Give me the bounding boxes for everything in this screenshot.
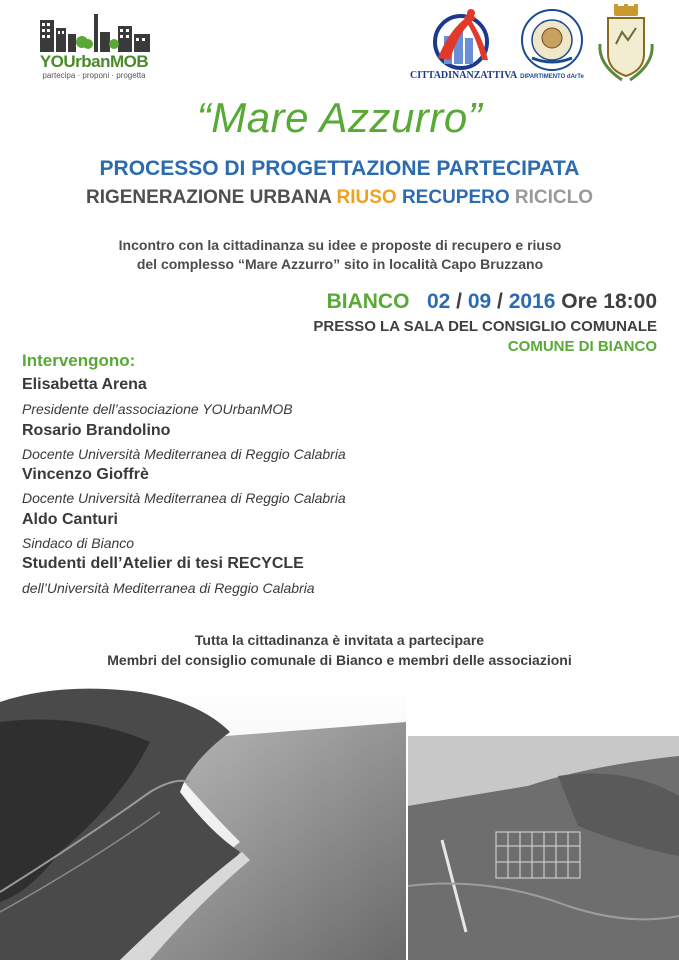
speaker-name: Elisabetta Arena: [22, 376, 147, 393]
speaker-role: dell’Università Mediterranea di Reggio Calabria: [22, 580, 315, 596]
site-photo: [408, 736, 679, 960]
cittadinanzattiva-name: CITTADINANZATTIVA: [410, 70, 518, 81]
cittadinanzattiva-emblem-icon: [410, 8, 512, 70]
subtitle: PROCESSO DI PROGETTAZIONE PARTECIPATA: [99, 157, 580, 180]
page-title: “Mare Azzurro”: [196, 94, 483, 141]
intro-line-1: Incontro con la cittadinanza su idee e proposte di recupero e riuso: [118, 237, 562, 253]
intro-line-2: del complesso “Mare Azzurro” sito in località Capo Bruzzano: [136, 256, 544, 272]
closing-line-2: Membri del consiglio comunale di Bianco e membri delle associazioni: [107, 652, 572, 668]
event-place: BIANCO: [326, 290, 410, 313]
tagline-recupero: RECUPERO: [401, 187, 515, 208]
event-year: 2016: [508, 290, 556, 313]
speaker-role: Sindaco di Bianco: [22, 535, 135, 551]
tagline-rigenerazione: RIGENERAZIONE URBANA: [85, 187, 337, 208]
speakers-heading: Intervengono:: [22, 351, 136, 370]
tagline: [0, 187, 679, 209]
city-skyline-icon: [36, 14, 156, 52]
event-venue: PRESSO LA SALA DEL CONSIGLIO COMUNALE: [313, 318, 657, 335]
event-comune: COMUNE DI BIANCO: [507, 338, 657, 355]
event-date-line: [327, 290, 657, 314]
tagline-riuso: RIUSO: [336, 187, 402, 208]
event-month: 09: [467, 290, 492, 313]
closing-text: [0, 630, 679, 670]
coastline-photo: [0, 682, 406, 960]
university-seal-icon: [518, 8, 586, 74]
intro-text: [20, 236, 660, 274]
speaker-name: Aldo Canturi: [22, 511, 118, 528]
speaker-name: Rosario Brandolino: [22, 422, 171, 439]
logo-cittadinanzattiva: [410, 8, 518, 84]
coat-of-arms-icon: [592, 4, 660, 84]
speaker-role: Presidente dell’associazione YOUrbanMOB: [22, 401, 293, 417]
speaker-name: Studenti dell’Atelier di tesi RECYCLE: [22, 555, 304, 572]
yourbanmob-name: YOUrbanMOB: [39, 52, 149, 71]
closing-line-1: Tutta la cittadinanza è invitata a partecipare: [194, 632, 485, 648]
tagline-riciclo: RICICLO: [514, 187, 594, 208]
event-day: 02: [426, 290, 451, 313]
logo-yourbanmob: [28, 14, 160, 84]
university-department: DIPARTIMENTO dArTe: [520, 74, 584, 80]
yourbanmob-tagline: partecipa · proponi · progetta: [42, 71, 146, 80]
event-time: Ore 18:00: [561, 290, 657, 313]
event-sep-2: /: [491, 290, 509, 313]
speaker-role: Docente Università Mediterranea di Reggio Calabria: [22, 446, 346, 462]
speaker-name: Vincenzo Gioffrè: [22, 466, 149, 483]
comune-coat-of-arms: [592, 4, 660, 84]
speaker-role: Docente Università Mediterranea di Reggio Calabria: [22, 490, 346, 506]
logo-university: [518, 8, 586, 88]
event-sep-1: /: [450, 290, 468, 313]
